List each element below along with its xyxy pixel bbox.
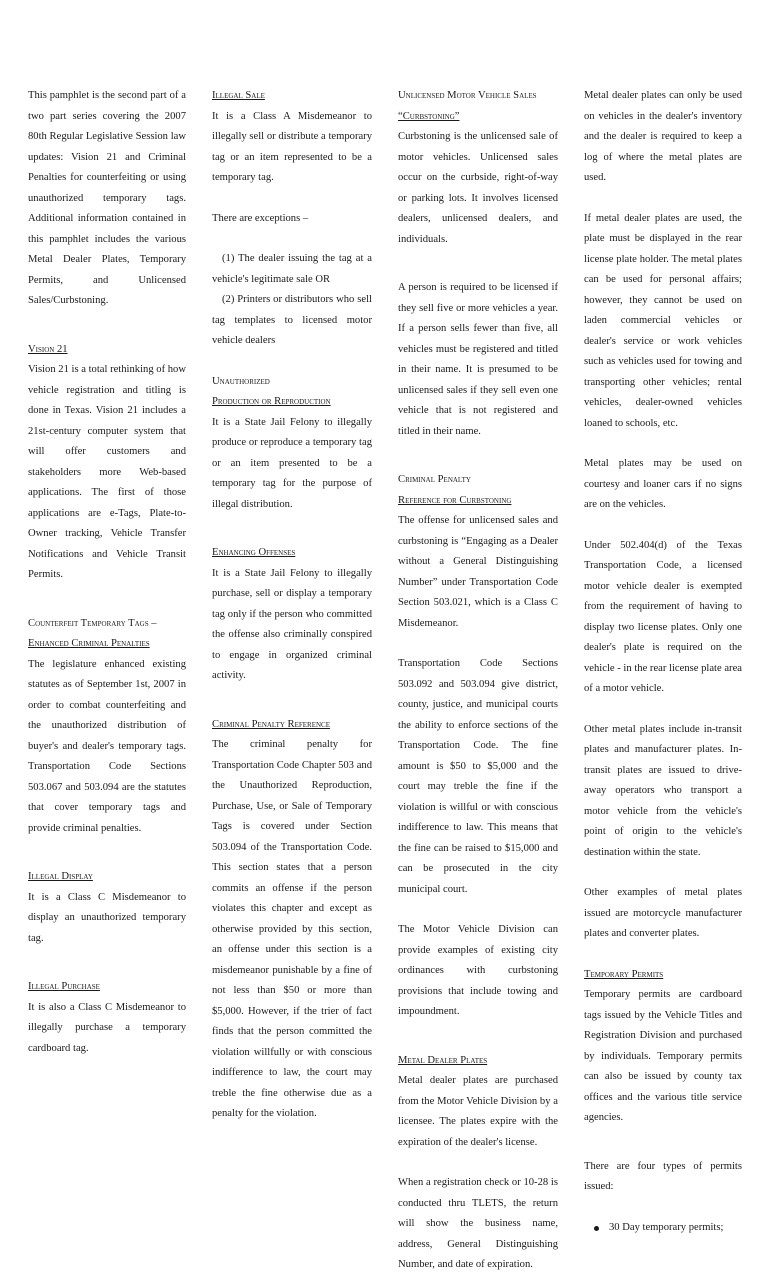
unlicensed-sales-heading-line-1: Unlicensed Motor Vehicle Sales bbox=[398, 90, 537, 101]
metal-plates-use-paragraph: Metal dealer plates can only be used on vehicles in the dealer's inventory and the dealer is required to keep a log of where the metal plates are used. bbox=[584, 90, 742, 183]
unauthorized-paragraph: It is a State Jail Felony to illegally produce or reproduce a temporary tag or an item presented to be a temporary tag for the purpose of illegal distribution. bbox=[212, 416, 372, 510]
enhancing-offenses-paragraph: It is a State Jail Felony to illegally purchase, sell or display a temporary tag only if the person who committed the offense also criminally conspired to engage in organized criminal activity. bbox=[212, 567, 372, 681]
counterfeit-heading-line-1: Counterfeit Temporary Tags – bbox=[28, 617, 157, 629]
column-1 bbox=[28, 86, 186, 1059]
unauthorized-heading-line-1: Unauthorized bbox=[212, 375, 270, 387]
dealer-exemption-paragraph: Under 502.404(d) of the Texas Transportation Code, a licensed motor vehicle dealer is exempted from the requirement of having to display two license plates. Only one dealer's plate is required on the vehicle - in the rear license plate area of a motor vehicle. bbox=[584, 539, 742, 694]
unlicensed-sales-heading-line-2: “Curbstoning” bbox=[398, 110, 460, 122]
illegal-purchase-paragraph: It is also a Class C Misdemeanor to illegally purchase a temporary cardboard tag. bbox=[28, 1001, 186, 1054]
transportation-code-sections-paragraph: Transportation Code Sections 503.092 and 503.094 give district, county, justice, and municipal courts the ability to enforce sections of the Transportation Code. The fine amount is $50 to $5,000 and the court may treble the fine if the violation is willful or with conscious indifference to law. This means that the fine can be raised to $15,000 and can be prosecuted in the city municipal court. bbox=[398, 658, 558, 895]
metal-dealer-plates-heading: Metal Dealer Plates bbox=[398, 1054, 488, 1066]
illegal-sale-heading: Illegal Sale bbox=[212, 90, 265, 101]
column-3 bbox=[398, 86, 558, 1276]
permit-type-list-item bbox=[584, 1218, 742, 1239]
exceptions-label: There are exceptions – bbox=[212, 212, 309, 224]
courtesy-cars-paragraph: Metal plates may be used on courtesy and loaner cars if no signs are on the vehicles. bbox=[584, 458, 742, 510]
vision-21-paragraph: Vision 21 is a total rethinking of how vehicle registration and titling is done in Texas. Vision 21 includes a 21st-century computer system that will offer customers and stakeholders more Web-based applications. The first of those applications are e-Tags, Plate-to-Owner tracking, Vehicle Transfer Notifications and Vehicle Transit Permits. bbox=[28, 364, 186, 580]
temporary-permits-heading: Temporary Permits bbox=[584, 968, 664, 980]
unauthorized-heading-line-2: Production or Reproduction bbox=[212, 396, 331, 407]
tlets-paragraph: When a registration check or 10-28 is conducted thru TLETS, the return will show the business name, address, General Distinguishing Number, and date of expiration. bbox=[398, 1177, 558, 1270]
illegal-purchase-heading: Illegal Purchase bbox=[28, 981, 100, 992]
curbstoning-penalty-paragraph: The offense for unlicensed sales and curbstoning is “Engaging as a Dealer without a General Distinguishing Number” under Transportation Code Section 503.021, which is a Class C Misdemeanor. bbox=[398, 515, 558, 629]
column-2 bbox=[212, 86, 372, 1125]
criminal-penalty-reference-paragraph: The criminal penalty for Transportation Code Chapter 503 and the Unauthorized Reproduction, Purchase, Use, or Sale of Temporary Tags is covered under Section 503.094 of the Transportation Code. This section states that a person commits an offense if the person violates this chapter and except as otherwise provided by this section, an offense under this section is a misdemeanor punishable by a fine of not less than $50 or more than $5,000. However, if the trier of fact finds that the person committed the violation willfully or with conscious indifference to law, the court may treble the fine otherwise due as a penalty for the violation. bbox=[212, 739, 372, 1119]
intro-paragraph: This pamphlet is the second part of a two part series covering the 2007 80th Regular Legislative Session law updates: Vision 21 and Criminal Penalties for counterfeiting or using unauthorized temporary tags. Additional information contained in this pamphlet includes the various Metal Dealer Plates, Temporary Permits, and Unlicensed Sales/Curbstoning. bbox=[28, 90, 186, 306]
bullet-icon bbox=[594, 1226, 599, 1231]
vision-21-heading: Vision 21 bbox=[28, 343, 68, 355]
exception-1: (1) The dealer issuing the tag at a vehicle's legitimate sale OR bbox=[212, 253, 372, 285]
counterfeit-paragraph: The legislature enhanced existing statutes as of September 1st, 2007 in order to combat counterfeiting and the unauthorized distribution of buyer's and dealer's temporary tags. Transportation Code Sections 503.067 and 503.094 are the statutes that cover temporary tags and provide criminal penalties. bbox=[28, 658, 186, 834]
curbstoning-penalty-heading-line-1: Criminal Penalty bbox=[398, 474, 471, 485]
metal-plates-display-paragraph: If metal dealer plates are used, the plate must be displayed in the rear license plate holder. The metal plates can be used for personal affairs; however, they cannot be used on laden commercial vehicles or dealer's service or work vehicles such as vehicles used for towing and transporting other vehicles; rental vehicles, dealer-owned vehicles loaned to schools, etc. bbox=[584, 212, 742, 429]
metal-dealer-plates-paragraph: Metal dealer plates are purchased from the Motor Vehicle Division by a licensee. The plates expire with the expiration of the dealer's license. bbox=[398, 1075, 558, 1148]
criminal-penalty-reference-heading: Criminal Penalty Reference bbox=[212, 718, 331, 730]
temporary-permits-paragraph: Temporary permits are cardboard tags issued by the Vehicle Titles and Registration Division and purchased by individuals. Temporary permits can also be issued by county tax offices and the various title service agencies. bbox=[584, 989, 742, 1123]
illegal-display-paragraph: It is a Class C Misdemeanor to display an unauthorized temporary tag. bbox=[28, 891, 186, 944]
illegal-sale-paragraph: It is a Class A Misdemeanor to illegally sell or distribute a temporary tag or an item represented to be a temporary tag. bbox=[212, 110, 372, 183]
motor-vehicle-division-paragraph: The Motor Vehicle Division can provide examples of existing city ordinances with curbstoning provisions that include towing and impoundment. bbox=[398, 924, 558, 1017]
licensing-requirement-paragraph: A person is required to be licensed if they sell five or more vehicles a year. If a person sells fewer than five, all vehicles must be registered and titled in their name. It is presumed to be unlicensed sales if they sell even one vehicle that is not registered and titled in their name. bbox=[398, 282, 558, 437]
exception-2: (2) Printers or distributors who sell tag templates to licensed motor vehicle dealers bbox=[212, 294, 372, 346]
other-metal-plates-paragraph: Other metal plates include in-transit plates and manufacturer plates. In-transit plates are issued to drive-away operators who transport a motor vehicle from the vehicle's point of origin to the vehicle's destination within the state. bbox=[584, 723, 742, 858]
column-4 bbox=[584, 86, 742, 1238]
four-types-paragraph: There are four types of permits issued: bbox=[584, 1160, 742, 1192]
permit-type-label: 30 Day temporary permits; bbox=[609, 1221, 724, 1233]
counterfeit-heading-line-2: Enhanced Criminal Penalties bbox=[28, 638, 150, 649]
curbstoning-penalty-heading-line-2: Reference for Curbstoning bbox=[398, 494, 512, 506]
other-examples-paragraph: Other examples of metal plates issued are motorcycle manufacturer plates and converter plates. bbox=[584, 887, 742, 939]
curbstoning-paragraph: Curbstoning is the unlicensed sale of motor vehicles. Unlicensed sales occur on the curbside, right-of-way or parking lots. It involves licensed dealers, unlicensed dealers, and individuals. bbox=[398, 131, 558, 245]
illegal-display-heading: Illegal Display bbox=[28, 871, 93, 882]
enhancing-offenses-heading: Enhancing Offenses bbox=[212, 547, 296, 558]
